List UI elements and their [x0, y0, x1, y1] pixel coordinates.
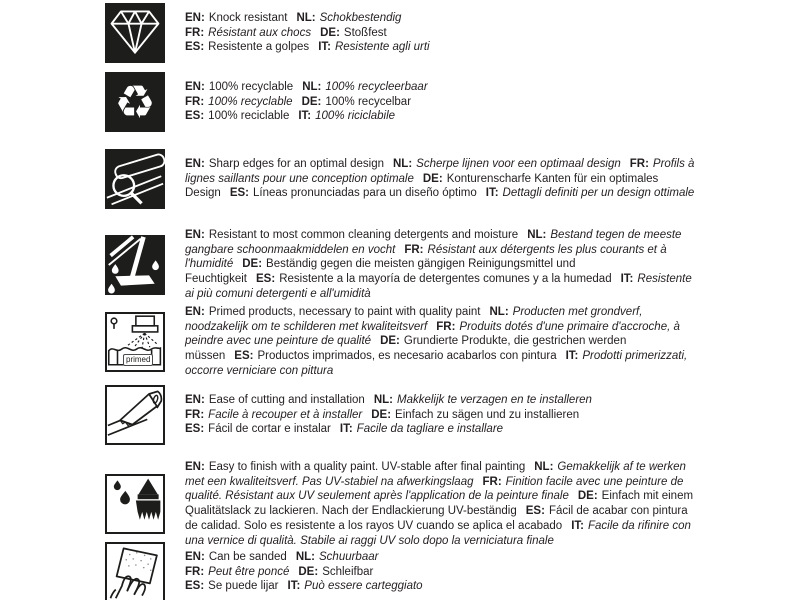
lang-text-es: Fácil de acabar con pintura de calidad. Solo es resistente a los rayos UV cuando se aplica el acabado [185, 505, 688, 532]
lang-text-es: Líneas pronunciadas para un diseño óptimo [252, 187, 477, 200]
lang-text-it: Può essere carteggiato [304, 580, 423, 593]
lang-text-en: Easy to finish with a quality paint. UV-stable after final painting [208, 461, 526, 473]
lang-text-fr: 100% recyclable [208, 95, 293, 108]
lang-label-nl: NL: [296, 11, 316, 24]
lang-text-it: Resistente agli urti [334, 41, 430, 54]
feature-text-easy-finish-uv [185, 460, 697, 548]
lang-label-en: EN: [185, 461, 205, 473]
lang-label-en: EN: [185, 306, 205, 318]
lang-label-es: ES: [185, 423, 205, 436]
lang-label-de: DE: [422, 172, 443, 185]
feature-text-cleaning-resistant [185, 228, 697, 302]
lang-text-en: Ease of cutting and installation [208, 393, 365, 406]
lang-text-es: Se puede lijar [208, 580, 279, 593]
lang-text-fr: Finition facile avec une peinture de qualité. Résistant aux UV seulement après l'application de la peinture finale [185, 475, 684, 503]
lang-text-fr: Facile à recouper et à installer [208, 408, 363, 421]
lang-text-nl: Producten met grondverf, noodzakelijk om te schilderen met kwaliteitsverf [185, 306, 643, 333]
feature-text-recyclable [185, 80, 697, 124]
lang-text-fr: Résistant aux chocs [208, 26, 312, 39]
lang-label-nl: NL: [302, 80, 322, 93]
lang-label-it: IT: [287, 580, 301, 593]
lang-label-fr: FR: [436, 320, 456, 333]
lang-text-es: 100% reciclable [208, 110, 290, 123]
text-line [185, 422, 697, 437]
lang-text-es: Resistente a golpes [208, 41, 310, 54]
lang-text-nl: Schuurbaar [319, 550, 379, 563]
text-line [185, 460, 697, 548]
feature-text-sandable [185, 550, 697, 594]
lang-text-nl: Makkelijk te verzagen en te installeren [396, 393, 592, 406]
lang-label-nl: NL: [392, 157, 413, 170]
text-line [185, 80, 697, 95]
lang-label-de: DE: [577, 490, 598, 503]
paint-brush-icon [105, 474, 165, 534]
lang-label-fr: FR: [185, 408, 205, 421]
feature-row-easy-cutting [105, 385, 711, 445]
lang-label-en: EN: [185, 80, 205, 93]
lang-label-it: IT: [318, 41, 331, 54]
text-line [185, 109, 697, 124]
feature-text-knock-resistant [185, 11, 697, 55]
lang-label-fr: FR: [185, 95, 205, 108]
lang-label-en: EN: [185, 229, 205, 241]
feature-row-cleaning-resistant [105, 228, 711, 302]
lang-text-en: Resistant to most common cleaning detergents and moisture [208, 229, 519, 241]
feature-text-primed [185, 305, 697, 379]
feature-row-sandable [105, 542, 711, 600]
sharp-edges-icon [105, 149, 165, 209]
lang-text-en: Can be sanded [208, 550, 287, 563]
lang-text-nl: Bestand tegen de meeste gangbare schoonmaakmiddelen en vocht [185, 229, 682, 256]
lang-label-de: DE: [242, 258, 263, 271]
lang-text-it: Facile da tagliare e installare [356, 423, 504, 436]
text-line [185, 11, 697, 26]
lang-text-de: 100% recycelbar [325, 95, 412, 108]
mop-cleaning-icon [105, 235, 165, 295]
lang-label-en: EN: [185, 550, 205, 563]
text-line [185, 305, 697, 379]
lang-label-de: DE: [298, 565, 319, 578]
lang-label-nl: NL: [295, 550, 315, 563]
recycle-glyph: ♻ [114, 76, 156, 128]
lang-label-it: IT: [571, 519, 584, 532]
hand-sanding-icon [105, 542, 165, 600]
lang-label-de: DE: [320, 26, 340, 39]
recycle-icon [105, 72, 165, 132]
lang-label-fr: FR: [629, 157, 649, 170]
lang-label-en: EN: [185, 157, 205, 170]
feature-row-sharp-edges [105, 149, 711, 209]
feature-text-easy-cutting [185, 393, 697, 437]
lang-text-de: Beständig gegen die meisten gängigen Reinigungsmittel und Feuchtigkeit [185, 258, 576, 286]
lang-label-it: IT: [565, 350, 579, 363]
feature-row-easy-finish-uv [105, 460, 711, 548]
lang-label-nl: NL: [373, 393, 393, 406]
lang-text-it: Resistente ai più comuni detergenti e all'umidità [185, 273, 692, 300]
lang-label-nl: NL: [534, 461, 554, 473]
lang-label-en: EN: [185, 393, 205, 406]
lang-text-es: Fácil de cortar e instalar [208, 423, 331, 436]
lang-label-de: DE: [301, 95, 322, 108]
lang-text-de: Schleifbar [322, 565, 374, 578]
lang-text-de: Grundierte Produkte, die gestrichen werden müssen [185, 335, 627, 363]
text-line [185, 26, 697, 41]
lang-label-fr: FR: [185, 565, 205, 578]
lang-text-nl: Schokbestendig [319, 11, 402, 24]
lang-text-de: Einfach mit einem Qualitätslack zu lackieren. Nach der Endlackierung UV-beständig [185, 490, 694, 518]
primed-label: primed [123, 354, 153, 366]
lang-label-es: ES: [185, 41, 205, 54]
lang-text-it: Dettagli definiti per un design ottimale [502, 187, 695, 200]
lang-text-it: Prodotti primerizzati, occorre verniciare con pittura [185, 350, 688, 377]
lang-label-es: ES: [234, 350, 254, 363]
lang-label-en: EN: [185, 11, 205, 24]
lang-text-nl: Scherpe lijnen voor een optimaal design [416, 157, 621, 170]
lang-label-es: ES: [525, 505, 545, 518]
lang-label-es: ES: [256, 273, 276, 286]
text-line [185, 550, 697, 565]
lang-label-nl: NL: [489, 306, 509, 318]
lang-text-es: Productos imprimados, es necesario acabarlos con pintura [257, 350, 557, 363]
lang-label-fr: FR: [482, 475, 502, 488]
lang-label-de: DE: [380, 335, 400, 348]
lang-label-it: IT: [485, 187, 499, 200]
saw-cutting-icon [105, 385, 165, 445]
lang-text-en: 100% recyclable [208, 80, 294, 93]
lang-text-en: Knock resistant [208, 11, 288, 24]
lang-text-fr: Peut être poncé [208, 565, 290, 578]
text-line [185, 579, 697, 594]
lang-label-es: ES: [185, 110, 205, 123]
text-line [185, 393, 697, 408]
lang-text-en: Sharp edges for an optimal design [208, 157, 384, 170]
lang-label-es: ES: [185, 580, 205, 593]
feature-row-recyclable [105, 72, 711, 132]
lang-text-fr: Résistant aux détergents les plus courants et à l'humidité [185, 243, 667, 271]
feature-text-sharp-edges [185, 157, 697, 201]
feature-row-primed [105, 305, 711, 379]
text-line [185, 95, 697, 110]
lang-label-es: ES: [229, 187, 249, 200]
lang-text-nl: Gemakkelijk af te werken met een kwaliteitsverf. Pas UV-stabiel na afwerkingslaag [185, 461, 686, 488]
text-line [185, 157, 697, 201]
lang-label-de: DE: [371, 408, 392, 421]
text-line [185, 408, 697, 423]
lang-text-es: Resistente a la mayoría de detergentes comunes y a la humedad [279, 273, 612, 286]
lang-label-it: IT: [620, 273, 634, 286]
lang-label-fr: FR: [185, 26, 205, 39]
lang-text-de: Konturenscharfe Kanten für ein optimales Design [185, 172, 659, 200]
lang-text-de: Stoßfest [343, 26, 387, 39]
lang-text-de: Einfach zu sägen und zu installieren [395, 408, 580, 421]
lang-label-fr: FR: [404, 243, 424, 256]
lang-label-it: IT: [298, 110, 312, 123]
lang-text-en: Primed products, necessary to paint with quality paint [208, 306, 481, 318]
lang-text-it: 100% riciclabile [315, 110, 396, 123]
diamond-icon [105, 3, 165, 63]
lang-label-it: IT: [339, 423, 353, 436]
text-line [185, 228, 697, 302]
text-line [185, 565, 697, 580]
text-line [185, 40, 697, 55]
feature-row-knock-resistant [105, 3, 711, 63]
primer-spray-icon [105, 312, 165, 372]
lang-text-it: Facile da rifinire con una vernice di qualità. Stabile ai raggi UV solo dopo la verniciatura finale [185, 519, 691, 547]
lang-text-fr: Profils à lignes saillants pour une conception optimale [185, 157, 695, 185]
lang-text-fr: Produits dotés d'une primaire d'accroche, à peindre avec une peinture de qualité [185, 320, 680, 348]
lang-text-nl: 100% recycleerbaar [325, 80, 428, 93]
lang-label-nl: NL: [527, 229, 547, 241]
